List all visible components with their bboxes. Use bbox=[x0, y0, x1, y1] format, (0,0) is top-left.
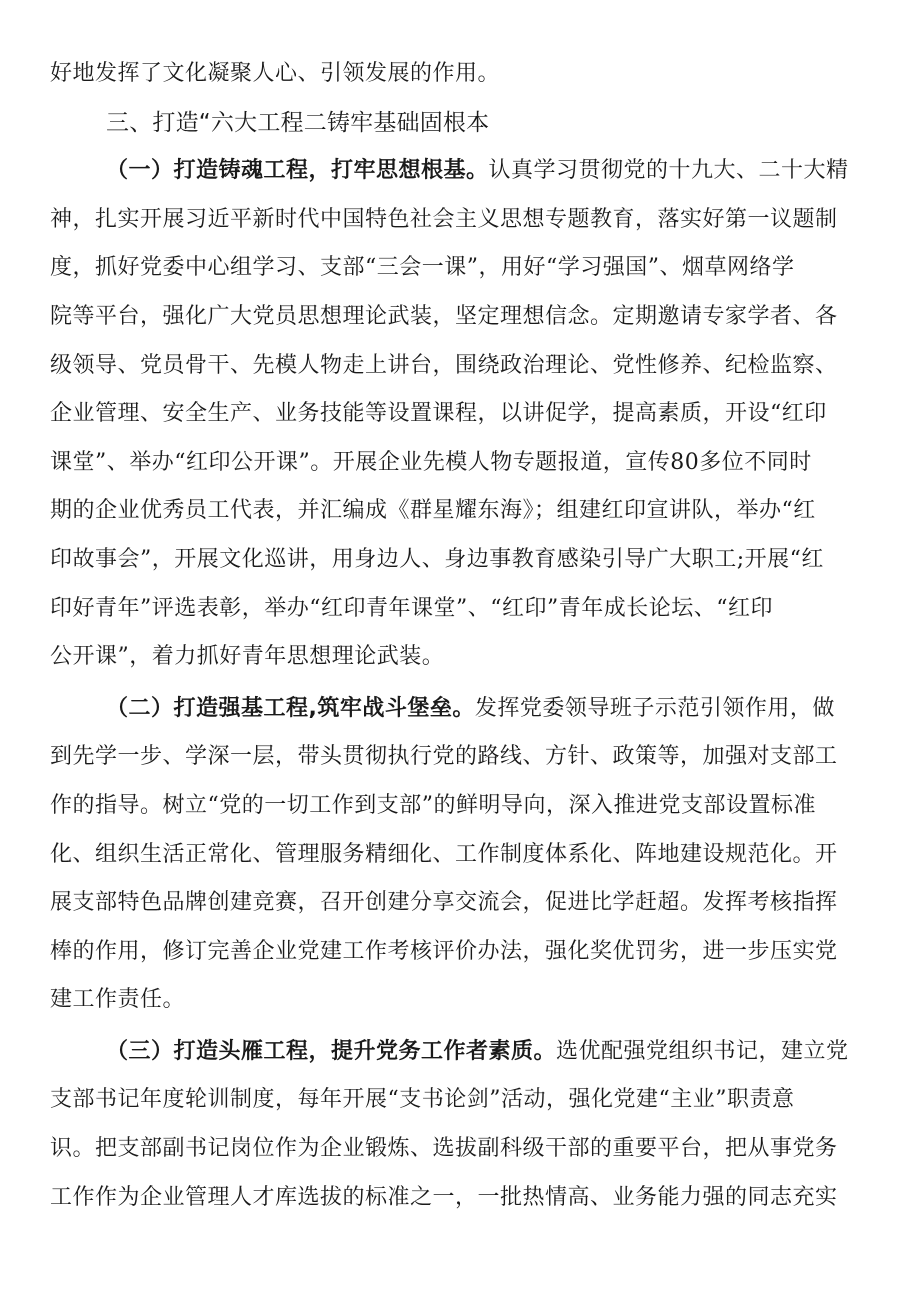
paragraph-3 bbox=[50, 1028, 880, 1222]
paragraph-line: 企业管理、安全生产、业务技能等设置课程，以讲促学，提高素质，开设“红印 bbox=[50, 401, 827, 427]
paragraph-lead: （二）打造强基工程,筑牢战斗堡垒。 bbox=[106, 695, 475, 721]
continuation-line: 好地发挥了文化凝聚人心、引领发展的作用。 bbox=[50, 61, 501, 86]
paragraph-line: 到先学一步、学深一层，带头贯彻执行党的路线、方针、政策等，加强对支部工 bbox=[50, 744, 838, 770]
paragraph-line: 神，扎实开展习近平新时代中国特色社会主义思想专题教育，落实好第一议题制 bbox=[50, 206, 838, 232]
paragraph-line: 院等平台，强化广大党员思想理论武装，坚定理想信念。定期邀请专家学者、各 bbox=[50, 303, 838, 329]
paragraph-line: 作的指导。树立“党的一切工作到支部”的鲜明导向，深入推进党支部设置标准 bbox=[50, 792, 816, 818]
paragraph-line: 工作作为企业管理人才库选拔的标准之一，一批热情高、业务能力强的同志充实 bbox=[50, 1184, 838, 1210]
paragraph-line: 级领导、党员骨干、先模人物走上讲台，围绕政治理论、党性修养、纪检监察、 bbox=[50, 352, 838, 378]
paragraph-line: （三）打造头雁工程，提升党务工作者素质。选优配强党组织书记，建立党 bbox=[106, 1038, 849, 1064]
section-heading: 三、打造“六大工程二铸牢基础固根本 bbox=[106, 109, 490, 136]
paragraph-line: 公开课”，着力抓好青年思想理论武装。 bbox=[50, 644, 445, 670]
paragraph-line: 识。把支部副书记岗位作为企业锻炼、选拔副科级干部的重要平台，把从事党务 bbox=[50, 1136, 838, 1162]
paragraph-lead: （三）打造头雁工程，提升党务工作者素质。 bbox=[106, 1038, 557, 1064]
paragraph-line: 期的企业优秀员工代表，并汇编成《群星耀东海》；组建红印宣讲队，举办“红 bbox=[50, 498, 816, 524]
paragraph-line: 棒的作用，修订完善企业党建工作考核评价办法，强化奖优罚劣，进一步压实党 bbox=[50, 938, 838, 964]
paragraph-line: 支部书记年度轮训制度，每年开展“支书论剑”活动，强化党建“主业”职责意 bbox=[50, 1087, 795, 1113]
paragraph-line: 印故事会”，开展文化巡讲，用身边人、身边事教育感染引导广大职工;开展“红 bbox=[50, 546, 824, 572]
paragraph-lead: （一）打造铸魂工程，打牢思想根基。 bbox=[106, 158, 489, 184]
paragraph-line: 度，抓好党委中心组学习、支部“三会一课”，用好“学习强国”、烟草网络学 bbox=[50, 255, 795, 281]
paragraph-2 bbox=[50, 685, 880, 1025]
paragraph-line: （二）打造强基工程,筑牢战斗堡垒。发挥党委领导班子示范引领作用，做 bbox=[106, 695, 835, 721]
document-page bbox=[50, 50, 880, 1222]
paragraph-line: 印好青年”评选表彰，举办“红印青年课堂”、“红印”青年成长论坛、“红印 bbox=[50, 595, 773, 621]
paragraph-line: 展支部特色品牌创建竞赛，召开创建分享交流会，促进比学赶超。发挥考核指挥 bbox=[50, 890, 838, 916]
paragraph-line: 化、组织生活正常化、管理服务精细化、工作制度体系化、阵地建设规范化。开 bbox=[50, 841, 838, 867]
paragraph-line: 建工作责任。 bbox=[50, 987, 186, 1013]
paragraph-1 bbox=[50, 147, 880, 682]
paragraph-line: （一）打造铸魂工程，打牢思想根基。认真学习贯彻党的十九大、二十大精 bbox=[106, 158, 849, 184]
paragraph-line: 课堂”、举办“红印公开课”。开展企业先模人物专题报道，宣传80多位不同时 bbox=[50, 449, 812, 475]
